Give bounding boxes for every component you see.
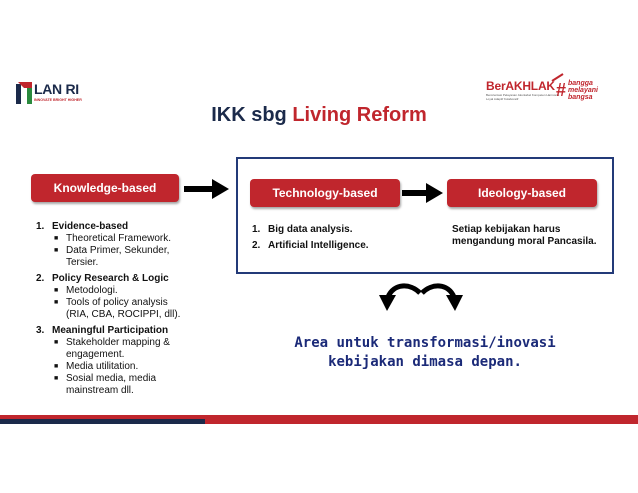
area-transformasi-text [236,334,614,372]
ideology-based-box: Ideology-based [447,179,597,207]
list-bullet: ■ Theoretical Framework. [54,233,172,244]
bangga-line-2: melayani [568,87,598,94]
knowledge-list [36,221,226,397]
list-bullet-cont: (RIA, CBA, ROCIPPI, dll). [66,309,181,320]
lan-ri-logo-text: LAN RI [34,81,79,97]
list-bullet: ■ Sosial media, media [54,373,157,384]
bangga-melayani-bangsa [568,80,598,101]
area-line-1: Area untuk transformasi/inovasi [294,335,556,351]
list-item: 2. Artificial Intelligence. [252,240,369,251]
list-bullet-cont: engagement. [66,349,125,360]
page-title [0,104,638,127]
bangga-line-1: bangga [568,80,593,87]
hashtag-icon [556,80,568,100]
list-bullet-cont: Tersier. [66,257,99,268]
list-bullet-cont: mainstream dll. [66,385,134,396]
arrow-right-icon [184,178,230,200]
technology-list [252,224,422,252]
ideology-line-1: Setiap kebijakan harus [452,224,561,235]
list-heading: 2. Policy Research & Logic [36,273,169,284]
list-bullet: ■ Data Primer, Sekunder, [54,245,170,256]
list-heading: 3. Meaningful Participation [36,325,169,336]
title-prefix: IKK sbg [211,104,287,126]
berakhlak-tagline: Berorientasi Pelayanan Akuntabel Kompeten Harmonis Loyal Adaptif Kolaboratif [486,93,560,101]
ideology-text [452,224,612,248]
lan-ri-logo-tagline: INNOVATE BRIGHT HIGHER [34,98,82,102]
list-bullet: ■ Tools of policy analysis [54,297,168,308]
top-spacer [0,0,638,62]
list-bullet: ■ Media utilitation. [54,361,139,372]
ideology-line-2: mengandung moral Pancasila. [452,236,597,247]
technology-based-box: Technology-based [250,179,400,207]
bottom-spacer [0,424,638,493]
svg-text:#: # [556,80,567,100]
list-bullet: ■ Stakeholder mapping & [54,337,170,348]
list-bullet: ■ Metodologi. [54,285,118,296]
berakhlak-logo-text: BerAKHLAK [486,79,555,93]
title-accent: Living Reform [292,104,427,126]
technology-ideology-frame [236,157,614,274]
curved-arrows-icon [376,281,466,319]
arrow-right-icon [402,182,444,204]
bangga-line-3: bangsa [568,94,593,101]
lan-ri-logo-icon [16,80,34,106]
list-heading: 1. Evidence-based [36,221,129,232]
area-line-2: kebijakan dimasa depan. [328,354,522,370]
knowledge-based-box: Knowledge-based [31,174,179,202]
list-item: 1. Big data analysis. [252,224,353,235]
